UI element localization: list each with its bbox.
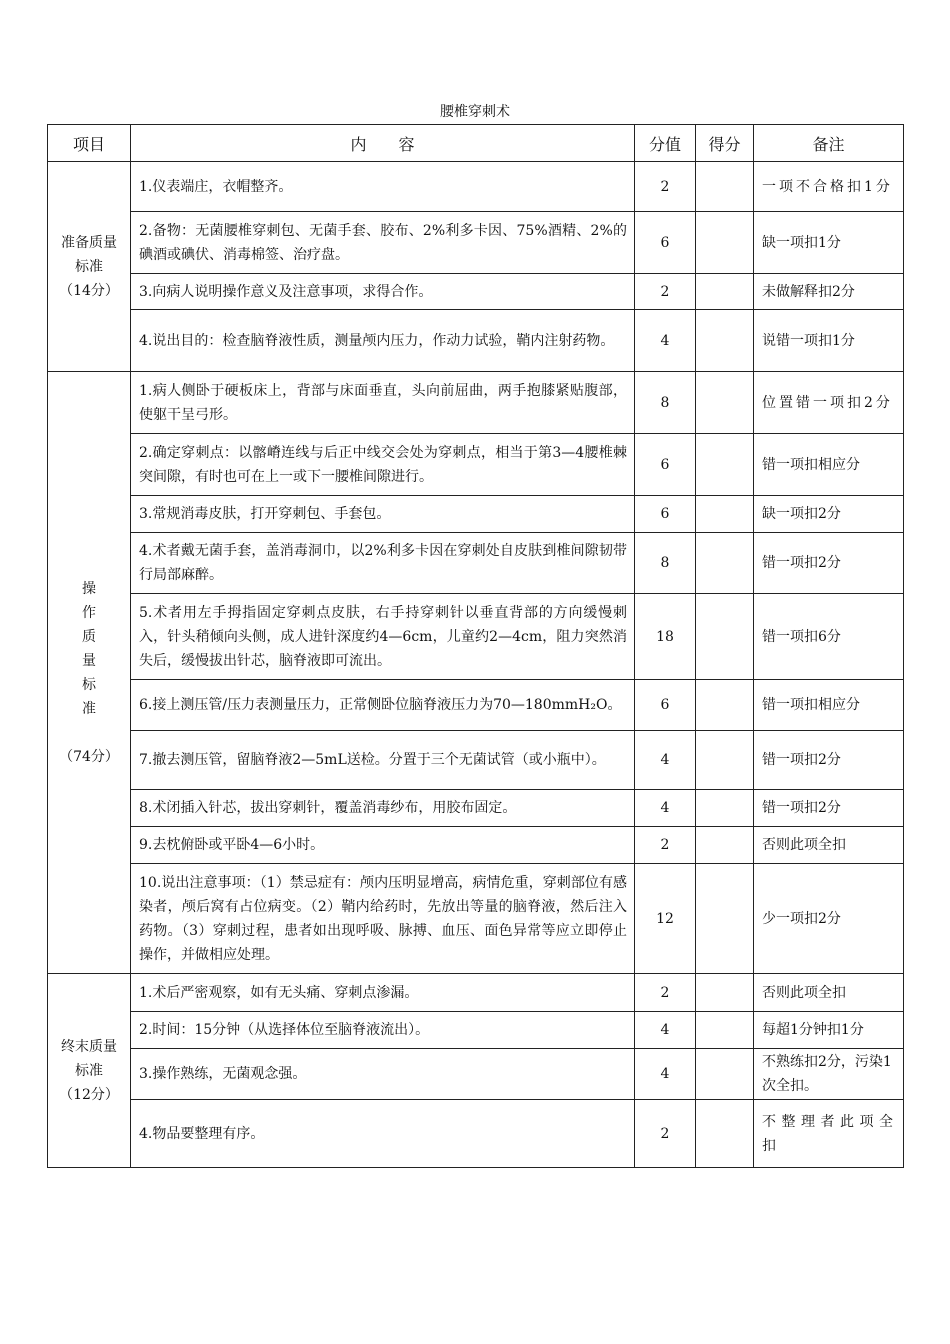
row-score-input[interactable] — [696, 434, 754, 496]
row-content: 4.说出目的：检查脑脊液性质，测量颅内压力，作动力试验，鞘内注射药物。 — [131, 310, 635, 372]
table-header-row — [48, 125, 904, 162]
row-content: 5.术者用左手拇指固定穿刺点皮肤，右手持穿刺针以垂直背部的方向缓慢刺入，针头稍倾向头侧，成人进针深度约4—6cm，儿童约2—4cm，阻力突然消失后，缓慢拔出针芯，脑脊液即可流出。 — [131, 594, 635, 680]
table-row — [48, 1100, 904, 1168]
section-preparation — [48, 162, 131, 372]
row-score-input[interactable] — [696, 274, 754, 310]
table-row — [48, 434, 904, 496]
row-points: 6 — [635, 496, 696, 533]
row-remark: 错一项扣相应分 — [754, 680, 904, 731]
row-score-input[interactable] — [696, 1049, 754, 1100]
row-content: 3.向病人说明操作意义及注意事项，求得合作。 — [131, 274, 635, 310]
row-remark: 一项不合格扣1分 — [754, 162, 904, 212]
row-content: 8.术闭插入针芯，拔出穿刺针，覆盖消毒纱布，用胶布固定。 — [131, 790, 635, 827]
section-name: 准备质量标准 — [61, 234, 117, 275]
table-row — [48, 372, 904, 434]
row-points: 18 — [635, 594, 696, 680]
row-remark: 错一项扣相应分 — [754, 434, 904, 496]
row-points: 2 — [635, 974, 696, 1012]
row-remark: 错一项扣2分 — [754, 731, 904, 790]
row-remark: 缺一项扣2分 — [754, 496, 904, 533]
row-remark: 未做解释扣2分 — [754, 274, 904, 310]
row-points: 8 — [635, 533, 696, 594]
row-content: 6.接上测压管/压力表测量压力，正常侧卧位脑脊液压力为70—180mmH₂O。 — [131, 680, 635, 731]
table-row — [48, 274, 904, 310]
table-row — [48, 680, 904, 731]
row-remark: 错一项扣6分 — [754, 594, 904, 680]
row-score-input[interactable] — [696, 533, 754, 594]
row-remark: 说错一项扣1分 — [754, 310, 904, 372]
section-name: 操作质量标准 — [82, 580, 96, 717]
row-points: 4 — [635, 310, 696, 372]
row-points: 4 — [635, 1012, 696, 1049]
table-row — [48, 790, 904, 827]
header-score: 得分 — [696, 125, 754, 162]
row-content: 9.去枕俯卧或平卧4—6小时。 — [131, 827, 635, 864]
row-score-input[interactable] — [696, 680, 754, 731]
header-content: 内 容 — [131, 125, 635, 162]
row-points: 2 — [635, 1100, 696, 1168]
row-remark: 每超1分钟扣1分 — [754, 1012, 904, 1049]
header-points: 分值 — [635, 125, 696, 162]
row-points: 4 — [635, 731, 696, 790]
row-score-input[interactable] — [696, 372, 754, 434]
row-content: 2.时间：15分钟（从选择体位至脑脊液流出）。 — [131, 1012, 635, 1049]
row-content: 3.操作熟练，无菌观念强。 — [131, 1049, 635, 1100]
row-score-input[interactable] — [696, 212, 754, 274]
row-score-input[interactable] — [696, 827, 754, 864]
row-content: 3.常规消毒皮肤，打开穿刺包、手套包。 — [131, 496, 635, 533]
table-row — [48, 864, 904, 974]
row-content: 1.病人侧卧于硬板床上，背部与床面垂直，头向前屈曲，两手抱膝紧贴腹部，使躯干呈弓形。 — [131, 372, 635, 434]
section-score: （12分） — [59, 1086, 119, 1103]
header-remark: 备注 — [754, 125, 904, 162]
row-remark: 否则此项全扣 — [754, 974, 904, 1012]
table-row — [48, 1049, 904, 1100]
row-remark: 否则此项全扣 — [754, 827, 904, 864]
table-row — [48, 533, 904, 594]
row-remark: 错一项扣2分 — [754, 533, 904, 594]
row-remark: 少一项扣2分 — [754, 864, 904, 974]
row-score-input[interactable] — [696, 790, 754, 827]
row-points: 6 — [635, 212, 696, 274]
table-row — [48, 310, 904, 372]
row-points: 2 — [635, 827, 696, 864]
row-content: 1.术后严密观察，如有无头痛、穿刺点渗漏。 — [131, 974, 635, 1012]
row-score-input[interactable] — [696, 496, 754, 533]
row-points: 6 — [635, 434, 696, 496]
row-content: 4.物品要整理有序。 — [131, 1100, 635, 1168]
table-row — [48, 731, 904, 790]
table-row — [48, 1012, 904, 1049]
row-remark: 缺一项扣1分 — [754, 212, 904, 274]
document-title: 腰椎穿刺术 — [440, 104, 510, 120]
row-points: 2 — [635, 162, 696, 212]
table-row — [48, 594, 904, 680]
section-operation — [48, 372, 131, 974]
row-remark: 位置错一项扣2分 — [754, 372, 904, 434]
row-remark: 不整理者此项全扣 — [754, 1100, 904, 1168]
row-score-input[interactable] — [696, 594, 754, 680]
row-points: 4 — [635, 1049, 696, 1100]
row-points: 6 — [635, 680, 696, 731]
row-remark: 不熟练扣2分，污染1次全扣。 — [754, 1049, 904, 1100]
row-points: 2 — [635, 274, 696, 310]
row-score-input[interactable] — [696, 162, 754, 212]
row-content: 2.确定穿刺点：以髂嵴连线与后正中线交会处为穿刺点，相当于第3—4腰椎棘突间隙，有时也可在上一或下一腰椎间隙进行。 — [131, 434, 635, 496]
row-score-input[interactable] — [696, 864, 754, 974]
row-score-input[interactable] — [696, 1012, 754, 1049]
header-item: 项目 — [48, 125, 131, 162]
row-score-input[interactable] — [696, 310, 754, 372]
section-final — [48, 974, 131, 1168]
row-content: 1.仪表端庄，衣帽整齐。 — [131, 162, 635, 212]
scoring-table — [47, 124, 904, 1168]
table-row — [48, 162, 904, 212]
row-content: 7.撤去测压管，留脑脊液2—5mL送检。分置于三个无菌试管（或小瓶中）。 — [131, 731, 635, 790]
table-row — [48, 974, 904, 1012]
section-name: 终末质量标准 — [61, 1038, 117, 1079]
row-points: 4 — [635, 790, 696, 827]
table-row — [48, 496, 904, 533]
row-remark: 错一项扣2分 — [754, 790, 904, 827]
row-score-input[interactable] — [696, 731, 754, 790]
table-row — [48, 212, 904, 274]
section-score: （74分） — [59, 748, 119, 765]
row-points: 8 — [635, 372, 696, 434]
section-score: （14分） — [59, 282, 119, 299]
row-score-input[interactable] — [696, 974, 754, 1012]
table-row — [48, 827, 904, 864]
row-content: 2.备物：无菌腰椎穿刺包、无菌手套、胶布、2%利多卡因、75%酒精、2%的碘酒或碘伏、消毒棉签、治疗盘。 — [131, 212, 635, 274]
row-points: 12 — [635, 864, 696, 974]
row-content: 4.术者戴无菌手套，盖消毒洞巾，以2%利多卡因在穿刺处自皮肤到椎间隙韧带行局部麻醉。 — [131, 533, 635, 594]
row-score-input[interactable] — [696, 1100, 754, 1168]
row-content: 10.说出注意事项：（1）禁忌症有：颅内压明显增高，病情危重，穿刺部位有感染者，颅后窝有占位病变。（2）鞘内给药时，先放出等量的脑脊液，然后注入药物。（3）穿刺过程，患者如出现呼吸、脉搏、血压、面色异常等应立即停止操作，并做相应处理。 — [131, 864, 635, 974]
